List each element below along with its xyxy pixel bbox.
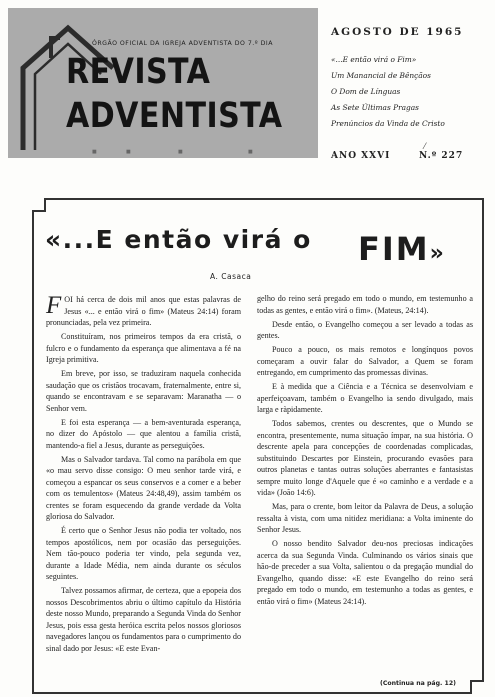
masthead-subtitle: ÓRGÃO OFICIAL DA IGREJA ADVENTISTA DO 7.º DIA — [92, 40, 273, 47]
toc-item[interactable]: Um Manancial de Bênçãos — [331, 71, 431, 80]
article-paragraph: Constituíram, nos primeiros tempos da era cristã, o fulcro e o fundamento da esperança que alimentava a fé na Igreja primitiva. — [46, 332, 241, 364]
article-paragraph: Talvez possamos afirmar, de certeza, que a epopeia dos nossos Descobrimentos abriu o último capítulo da História deste nosso Mundo, preparando a Segunda Vinda do Senhor Jesus, pois essa gesta heróica escrita pelos nossos gloriosos navegadores lançou os fundamentos para o cumprimento do sinal dado por Jesus: «E este Evan- — [46, 586, 241, 653]
article-paragraph — [46, 294, 241, 329]
table-of-contents — [331, 52, 491, 132]
article-paragraph: E foi esta esperança — a bem-aventurada esperança, no dizer do Apóstolo — que alentou a família cristã, mantendo-a fiel a Jesus, durante as perseguições. — [46, 417, 241, 450]
article-paragraph: Desde então, o Evangelho começou a ser levado a todas as gentes. — [257, 319, 473, 340]
drop-cap: F — [46, 292, 62, 319]
article-paragraph: gelho do reino será pregado em todo o mundo, em testemunho a todas as gentes, e então virá o fim». (Mateus, 24:14). — [257, 294, 473, 315]
article-column-right — [257, 293, 473, 610]
article-paragraph: Em breve, por isso, se traduziram naquela conhecida saudação que os cristãos trocavam, fraternalmente, entre si, quando se encontravam e se separavam: Maranatha — o Senhor vem. — [46, 369, 241, 413]
masthead-speck: ■ — [178, 149, 183, 155]
article-title: «...E então virá o — [45, 225, 312, 254]
masthead-speck: ■ — [126, 149, 131, 155]
article-title-end — [358, 230, 444, 268]
article-title-close: » — [429, 241, 444, 266]
toc-item[interactable]: «...E então virá o Fim» — [331, 55, 417, 64]
toc-item[interactable]: Prenúncios da Vinda de Cristo — [331, 119, 445, 128]
issue-number: N.º 227 — [419, 151, 464, 161]
article-paragraph: Mas, para o crente, bom leitor da Palavra de Deus, a solução ressalta à vista, com uma nitidez meridiana: a Volta iminente do Senhor Jesus. — [257, 502, 473, 534]
issue-year: ANO XXVI — [331, 151, 391, 161]
paragraph-text: OI há cerca de dois mil anos que estas palavras de Jesus «... e então virá o fim» (Mateus 24:14) foram pronunciadas, pela vez primeira. — [46, 295, 241, 327]
article-paragraph: Todos sabemos, crentes ou descrentes, que o Mundo se encontra, presentemente, numa situação ímpar, na sua história. O descrente apela para concepções de coordenadas complicadas, substituindo Descartes por Einstein, procurando evasões para outros planetas e tantas outras soluções aberrantes e fantasistas sempre muito longe d'Aquele que é «o caminho e a verdade e a vida» (João 14:6). — [257, 419, 473, 497]
article-paragraph: Pouco a pouco, os mais remotos e longínquos povos começaram a ouvir falar do Salvador, a Quem se foram entregando, em cumprimento das promessas divinas. — [257, 345, 473, 377]
pen-mark: ⁄ — [424, 142, 426, 151]
article-paragraph: É certo que o Senhor Jesus não podia ter voltado, nos tempos apostólicos, nem por ocasião das perseguições. Nem tão-pouco poderia ter vindo, pela segunda vez, durante a Idade Média, nem ainda durante os séculos seguintes. — [46, 526, 241, 581]
masthead-title-revista: REVISTA — [66, 52, 211, 92]
article-paragraph: Mas o Salvador tardava. Tal como na parábola em que «o mau servo disse consigo: O meu senhor tarde virá, e começou a espancar os seus conservos e a comer e a beber com os temulentos» (Mateus 24:48,49), assim também os crentes se foram esquecendo da grande verdade da Volta gloriosa do Salvador. — [46, 454, 241, 521]
toc-item[interactable]: As Sete Últimas Pragas — [331, 103, 419, 112]
issue-date: AGOSTO DE 1965 — [331, 26, 464, 38]
article-paragraph: E à medida que a Ciência e a Técnica se desenvolviam e aperfeiçoavam, também o Evangelho ia sendo divulgado, mais larga e ràpidamente. — [257, 382, 473, 414]
masthead-title-adventista: ADVENTISTA — [66, 96, 283, 136]
article-column-left — [46, 294, 241, 657]
masthead-speck: ■ — [92, 149, 97, 155]
article-title-fim: FIM — [358, 230, 430, 268]
article-author: A. Casaca — [210, 272, 252, 281]
masthead-speck: ■ — [248, 149, 253, 155]
toc-item[interactable]: O Dom de Línguas — [331, 87, 401, 96]
article-paragraph: O nosso bendito Salvador deu-nos preciosas indicações acerca da sua Segunda Vinda. Culminando os vários sinais que hão-de preceder a sua Volta, salientou o da pregação mundial do Evangelho, quando disse: «E este Evangelho do reino será pregado em todo o mundo, em testemunho a todas as gentes, e então virá o fim» (Mateus 24:14). — [257, 539, 473, 606]
continued-note[interactable]: (Continua na pág. 12) — [380, 680, 456, 687]
